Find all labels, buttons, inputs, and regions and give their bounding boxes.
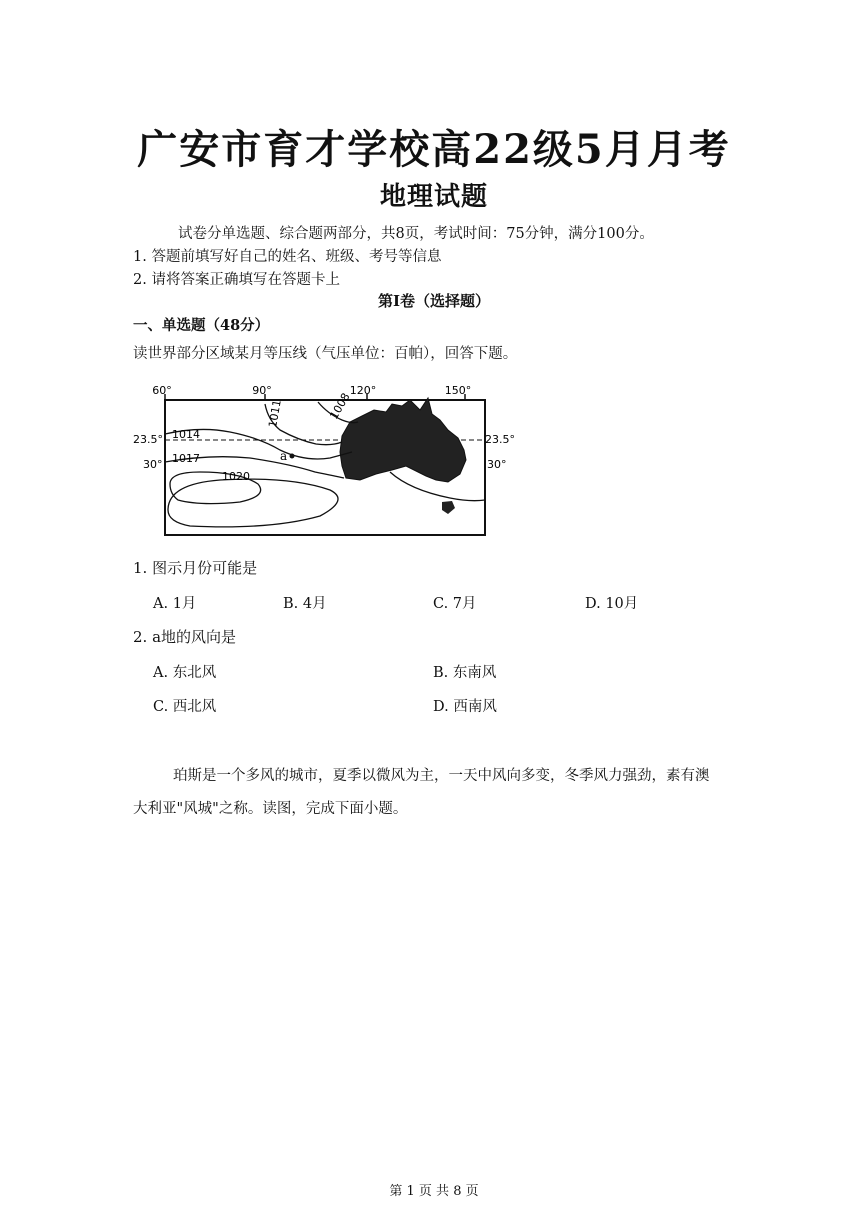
lat-label-left-23: 23.5° <box>133 433 163 446</box>
instruction-2: 2. 请将答案正确填写在答题卡上 <box>133 272 340 288</box>
isobar-label-1020: 1020 <box>222 470 250 483</box>
intro-line: 试卷分单选题、综合题两部分，共8页，考试时间：75分钟，满分100分。 <box>178 226 654 242</box>
question-2-option-c[interactable]: C. 西北风 <box>153 699 217 715</box>
lat-label-left-30: 30° <box>143 458 163 471</box>
exam-title: 广安市育才学校高22级5月月考 <box>137 126 731 173</box>
isobar-label-1011: 1011 <box>266 398 284 429</box>
page-footer: 第 1 页 共 8 页 <box>389 1184 479 1199</box>
instruction-1: 1. 答题前填写好自己的姓名、班级、考号等信息 <box>133 249 442 265</box>
lon-label-120: 120° <box>349 384 377 397</box>
question-2-option-d[interactable]: D. 西南风 <box>433 699 497 715</box>
question-1-option-c[interactable]: C. 7月 <box>433 596 477 612</box>
isobar-map <box>130 380 520 540</box>
section-heading: 一、单选题（48分） <box>133 317 270 334</box>
isobar-label-1017: 1017 <box>172 452 200 465</box>
lon-label-150: 150° <box>444 384 472 397</box>
question-2-option-b[interactable]: B. 东南风 <box>433 665 497 681</box>
tasmania <box>442 501 455 514</box>
lon-label-60: 60° <box>152 384 172 397</box>
point-a-label: a <box>280 449 288 463</box>
lat-label-right-23: 23.5° <box>485 433 515 446</box>
australia-landmass <box>340 398 466 482</box>
lat-label-right-30: 30° <box>487 458 507 471</box>
question-1-option-a[interactable]: A. 1月 <box>153 596 197 612</box>
isobar-label-1014: 1014 <box>172 428 200 441</box>
point-a-marker <box>290 454 295 459</box>
part-title: 第Ⅰ卷（选择题） <box>377 292 491 310</box>
isobar-label-1008: 1008 <box>327 390 353 422</box>
passage-line-2: 大利亚"风城"之称。读图，完成下面小题。 <box>133 801 408 817</box>
question-prompt: 读世界部分区域某月等压线（气压单位：百帕），回答下题。 <box>133 346 518 362</box>
question-1-option-d[interactable]: D. 10月 <box>585 596 639 612</box>
question-2-option-a[interactable]: A. 东北风 <box>153 665 217 681</box>
question-1-option-b[interactable]: B. 4月 <box>283 596 327 612</box>
question-1-stem: 1. 图示月份可能是 <box>133 559 258 577</box>
lon-label-90: 90° <box>252 384 272 397</box>
question-2-stem: 2. a地的风向是 <box>133 628 237 646</box>
passage-line-1: 珀斯是一个多风的城市，夏季以微风为主，一天中风向多变，冬季风力强劲，素有澳 <box>173 768 710 784</box>
exam-subtitle: 地理试题 <box>379 182 488 212</box>
